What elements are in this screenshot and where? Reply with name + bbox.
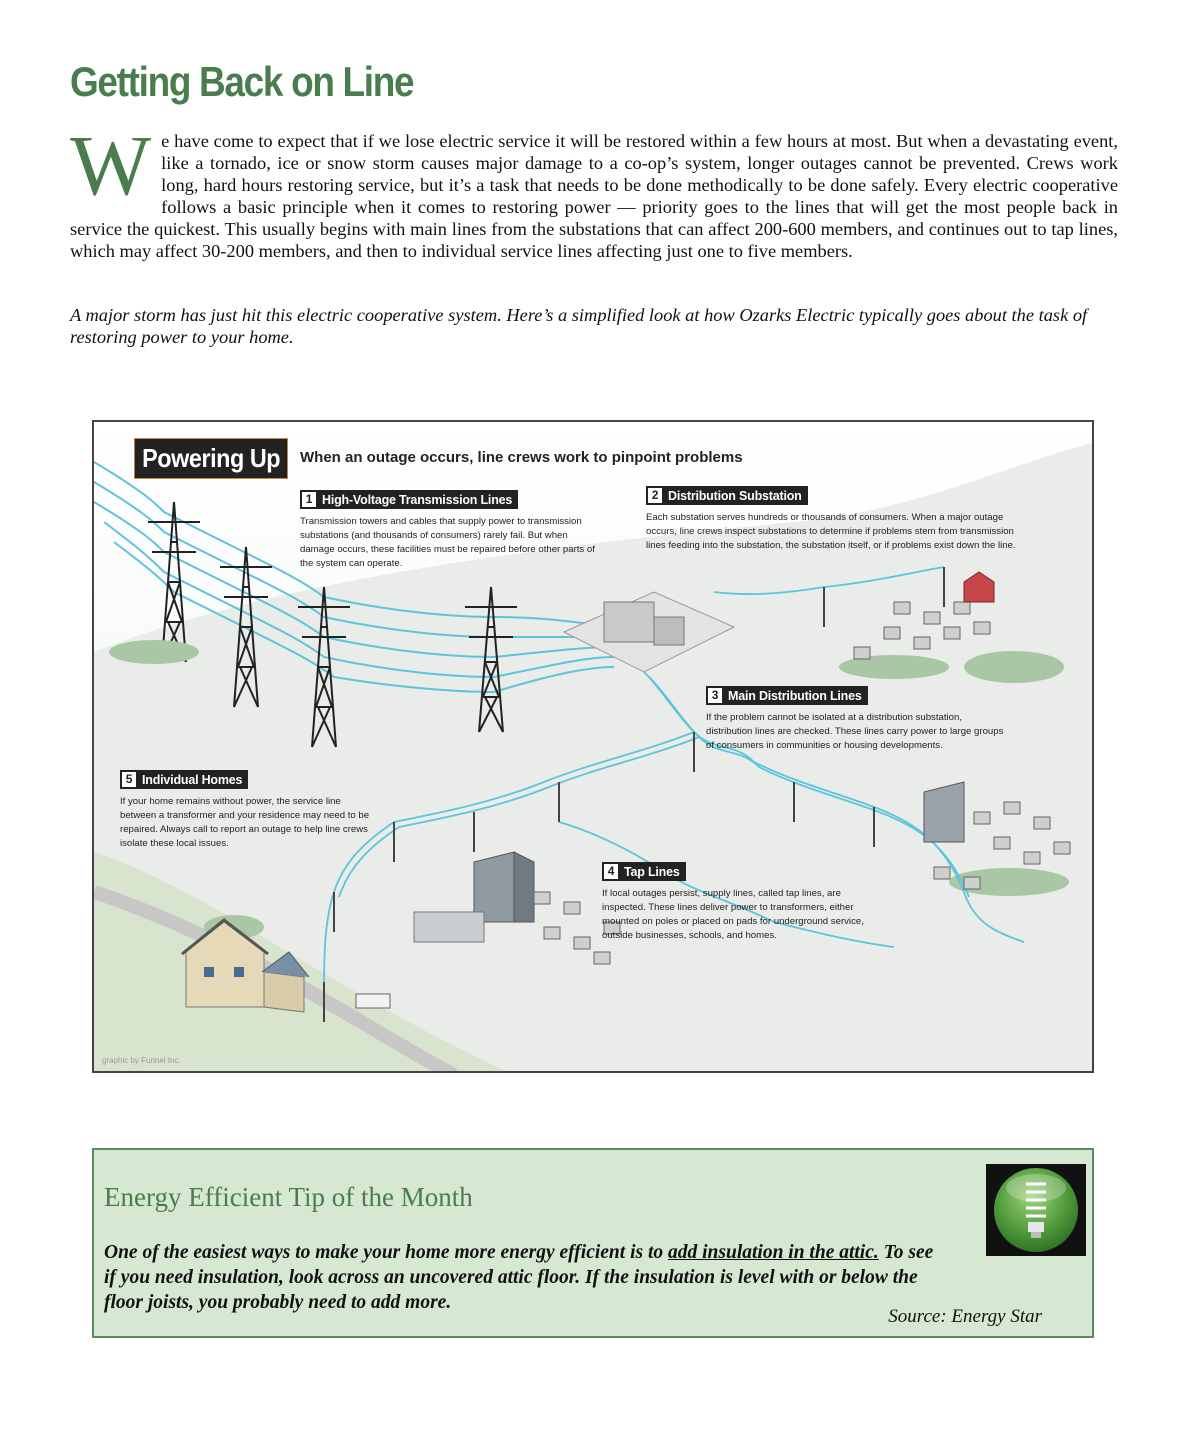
step-3-callout bbox=[706, 686, 1006, 753]
step-3-number: 3 bbox=[708, 688, 722, 703]
step-3-title bbox=[706, 686, 868, 705]
step-3-text: If the problem cannot be isolated at a distribution substation, distribution lines are checked. These lines carry power to large groups of consumers in communities or housing developments. bbox=[706, 712, 1004, 751]
step-1-title bbox=[300, 490, 518, 509]
graphic-credit: graphic by Funnel Inc. bbox=[102, 1056, 181, 1065]
tip-body-suffix: To see if you need insulation, look across an uncovered attic floor. If the insulation is level with or below the floor joists, you probably need to add more. bbox=[104, 1242, 934, 1313]
infographic-header: Powering Up bbox=[134, 438, 288, 479]
step-1-callout bbox=[300, 490, 605, 571]
step-5-text: If your home remains without power, the service line between a transformer and your residence may need to be repaired. Always call to report an outage to help line crews isolate these local issues. bbox=[120, 796, 370, 849]
step-4-text: If local outages persist, supply lines, called tap lines, are inspected. These lines deliver power to transformers, either mounted on poles or placed on pads for underground service, outside businesses, schools, and homes. bbox=[602, 888, 864, 941]
intro-text: e have come to expect that if we lose electric service it will be restored within a few hours at most. But when a devastating event, like a tornado, ice or snow storm causes major damage to a co-op’s system, longer outages cannot be prevented. Crews work long, hard hours restoring service, but it’s a task that needs to be done methodically to be done safely. Every electric cooperative follows a basic principle when it comes to restoring power — priority goes to the lines that will get the most people back in service the quickest. This usually begins with main lines from the substations that can affect 200-600 members, and continues out to tap lines, which may affect 30-200 members, and then to individual service lines affecting just one to five members. bbox=[70, 131, 1118, 261]
step-1-label: High-Voltage Transmission Lines bbox=[322, 492, 513, 507]
tip-body bbox=[104, 1240, 949, 1315]
step-3-label: Main Distribution Lines bbox=[728, 688, 862, 703]
tip-body-prefix: One of the easiest ways to make your home more energy efficient is to bbox=[104, 1242, 668, 1263]
step-4-title bbox=[602, 862, 686, 881]
lead-paragraph: A major storm has just hit this electric cooperative system. Here’s a simplified look at how Ozarks Electric typically goes about the task of restoring power to your home. bbox=[70, 305, 1088, 347]
step-2-text: Each substation serves hundreds or thousands of consumers. When a major outage occurs, line crews inspect substations to determine if problems stem from transmission lines feeding into the substation, the substation itself, or if problems exist down the line. bbox=[646, 512, 1016, 551]
step-2-title bbox=[646, 486, 808, 505]
step-5-number: 5 bbox=[122, 772, 136, 787]
bucket-truck bbox=[356, 994, 390, 1008]
article-title: Getting Back on Line bbox=[70, 58, 414, 105]
step-4-number: 4 bbox=[604, 864, 618, 879]
intro-paragraph bbox=[70, 117, 1118, 262]
step-2-number: 2 bbox=[648, 488, 662, 503]
step-5-label: Individual Homes bbox=[142, 772, 243, 787]
step-1-text: Transmission towers and cables that supply power to transmission substations (and thousands of consumers) rarely fail. But when damage occurs, these facilities must be repaired before other parts of the system can operate. bbox=[300, 516, 595, 569]
tip-highlight: add insulation in the attic. bbox=[668, 1242, 879, 1263]
drop-cap: W bbox=[70, 117, 152, 213]
step-4-label: Tap Lines bbox=[624, 864, 680, 879]
lightbulb-icon bbox=[986, 1164, 1086, 1256]
step-1-number: 1 bbox=[302, 492, 316, 507]
tip-title: Energy Efficient Tip of the Month bbox=[104, 1182, 473, 1212]
infographic-subheader: When an outage occurs, line crews work to pinpoint problems bbox=[300, 449, 743, 466]
step-4-callout bbox=[602, 862, 882, 943]
step-2-label: Distribution Substation bbox=[668, 488, 802, 503]
step-5-callout bbox=[120, 770, 375, 851]
step-2-callout bbox=[646, 486, 1026, 553]
tip-source: Source: Energy Star bbox=[888, 1306, 1042, 1327]
step-5-title bbox=[120, 770, 248, 789]
powering-up-infographic bbox=[92, 420, 1094, 1073]
energy-tip-box bbox=[92, 1148, 1094, 1338]
